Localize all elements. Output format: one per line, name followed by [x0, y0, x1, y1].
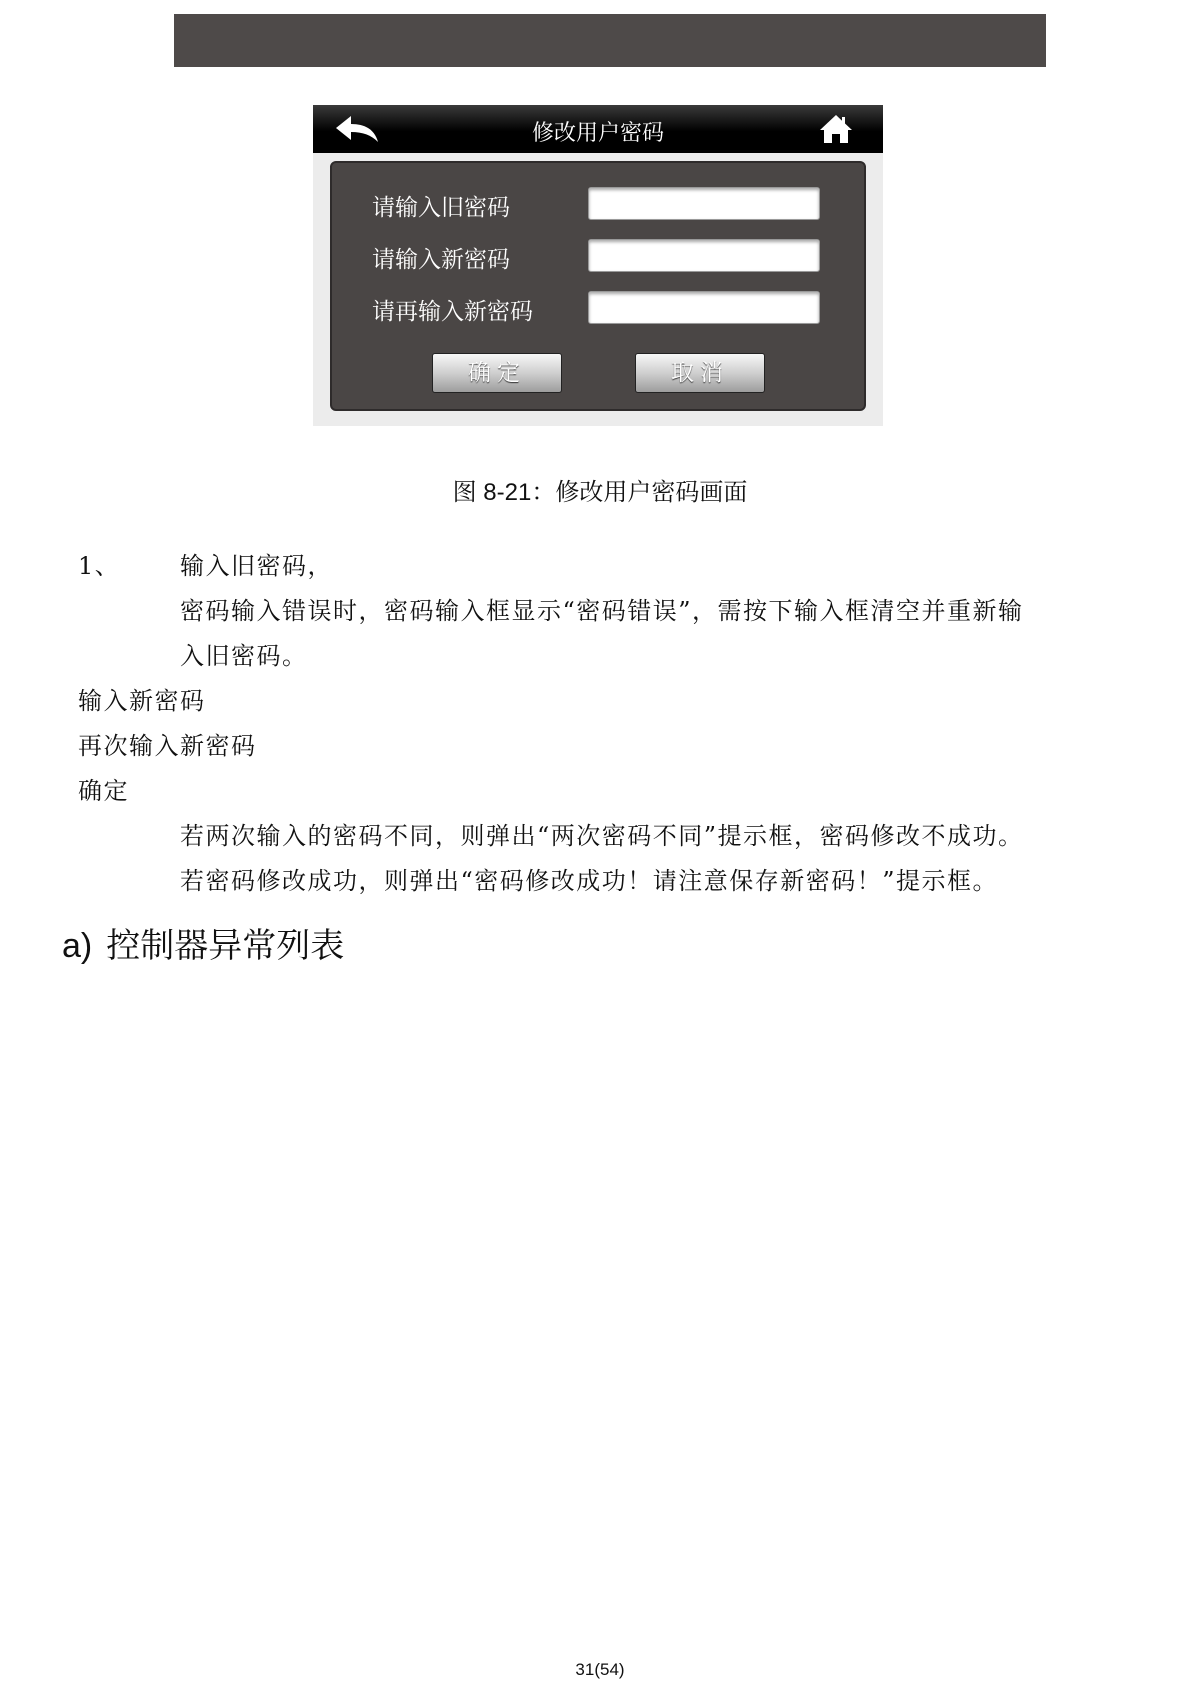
screen-title: 修改用户密码: [531, 121, 664, 146]
confirm-password-label: 请再输入新密码: [372, 299, 533, 325]
step-repeat-password: 再次输入新密码: [78, 732, 257, 760]
password-panel: [330, 161, 866, 411]
old-password-label: 请输入旧密码: [372, 195, 510, 221]
item-1-desc-line2: 入旧密码。: [180, 642, 308, 670]
new-password-input[interactable]: [588, 239, 820, 272]
figure-caption: [0, 472, 1200, 507]
page-header-bar: [174, 14, 1046, 67]
cancel-button[interactable]: 取消: [635, 353, 765, 393]
step-new-password: 输入新密码: [78, 687, 206, 715]
step-confirm: 确定: [78, 777, 129, 805]
confirm-password-input[interactable]: [588, 291, 820, 324]
figure-title: 修改用户密码画面: [555, 478, 748, 506]
screen-title-bar: [313, 105, 883, 153]
item-1-number: 1、: [78, 552, 121, 580]
section-marker: a): [62, 927, 93, 965]
page-number: 31(54): [575, 1660, 625, 1679]
old-password-input[interactable]: [588, 187, 820, 220]
home-icon[interactable]: [819, 113, 853, 145]
section-heading: [62, 918, 344, 967]
change-password-screen: [313, 105, 883, 426]
confirm-button[interactable]: 确定: [432, 353, 562, 393]
new-password-label: 请输入新密码: [372, 247, 510, 273]
note-mismatch: 若两次输入的密码不同，则弹出“两次密码不同”提示框，密码修改不成功。: [180, 822, 1024, 850]
section-title: 控制器异常列表: [106, 926, 345, 966]
item-1-desc-line1: 密码输入错误时，密码输入框显示“密码错误”，需按下输入框清空并重新输: [180, 597, 1024, 625]
figure-number: 图 8-21：: [452, 479, 556, 506]
note-success: 若密码修改成功，则弹出“密码修改成功！请注意保存新密码！”提示框。: [180, 867, 999, 895]
item-1-title: 输入旧密码，: [180, 552, 333, 580]
